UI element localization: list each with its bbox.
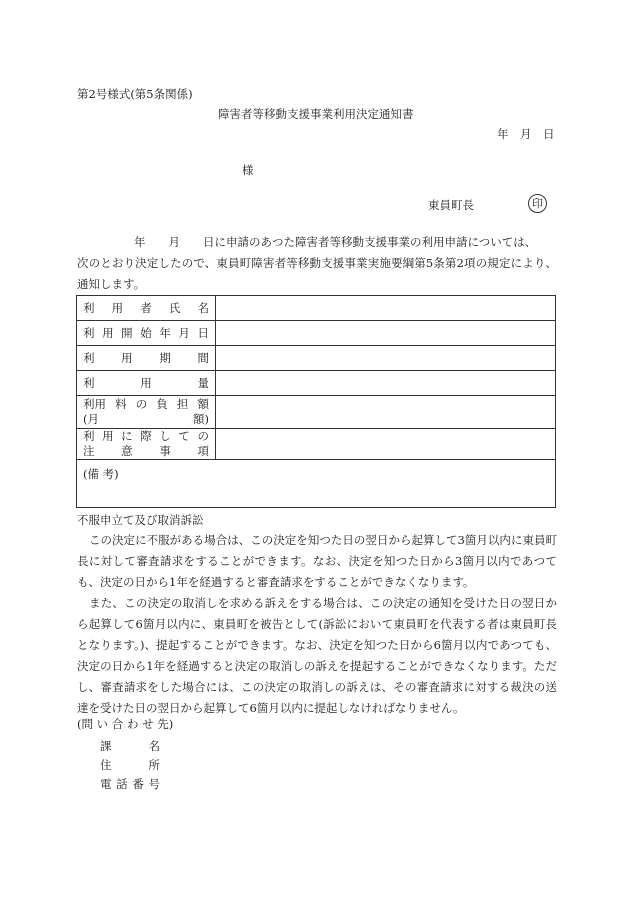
label-char: 氏 — [168, 301, 181, 315]
seal-mark: 印 — [528, 194, 547, 213]
value-fee[interactable] — [216, 396, 556, 429]
contact-section-label — [100, 738, 160, 754]
value-period[interactable] — [216, 346, 556, 371]
label-char: 負 — [156, 397, 168, 411]
label-char: 項 — [197, 444, 209, 458]
appeal-heading: 不服申立て及び取消訴訟 — [77, 513, 204, 527]
label-char: 名 — [148, 739, 160, 753]
label-char: 号 — [148, 777, 160, 791]
label-char: 電 — [100, 777, 112, 791]
label-char: 話 — [116, 777, 128, 791]
intro-paragraph — [77, 232, 557, 295]
label-char: し — [159, 429, 171, 443]
label-char: 間 — [197, 351, 209, 365]
label-char: の — [135, 397, 148, 411]
addressee-suffix: 様 — [242, 163, 254, 177]
document-title: 障害者等移動支援事業利用決定通知書 — [218, 107, 414, 121]
label-char: 利 — [83, 429, 95, 443]
label-start-date — [77, 321, 216, 346]
table-row — [77, 460, 556, 508]
label-char: 所 — [148, 758, 160, 772]
label-char: て — [178, 429, 190, 443]
label-char: 月 — [178, 326, 190, 340]
remarks-cell[interactable] — [77, 460, 556, 508]
label-char: 住 — [100, 758, 112, 772]
label-char: 用 — [140, 376, 152, 390]
label-char: 量 — [197, 376, 209, 390]
label-char: 者 — [140, 301, 152, 315]
label-fee — [77, 396, 216, 429]
label-char: 課 — [100, 739, 112, 753]
table-row — [77, 346, 556, 371]
label-user-name — [77, 296, 216, 321]
contact-address-label — [100, 757, 160, 773]
label-char: 用 — [102, 429, 114, 443]
label-char: 担 — [176, 397, 189, 411]
label-char: に — [121, 429, 133, 443]
intro-line-3: 通知します。 — [77, 277, 146, 291]
value-user-name[interactable] — [216, 296, 556, 321]
label-char: 利 — [83, 326, 95, 340]
value-amount[interactable] — [216, 371, 556, 396]
label-char: 利 — [83, 351, 95, 365]
label-char: 年 — [159, 326, 171, 340]
table-row — [77, 429, 556, 460]
label-char: 開 — [121, 326, 133, 340]
label-char: 料 — [115, 397, 127, 411]
label-notes — [77, 429, 216, 460]
label-char: (月 — [83, 412, 99, 426]
label-char: 用 — [121, 351, 133, 365]
label-char: 額) — [193, 412, 209, 426]
label-char: 利 — [83, 301, 95, 315]
contact-phone-label — [100, 776, 160, 792]
label-char: 用 — [111, 301, 124, 315]
label-char: 期 — [159, 351, 171, 365]
contact-heading: (問 い 合 わ せ 先) — [77, 717, 174, 731]
label-char: 名 — [197, 301, 209, 315]
label-char: 用 — [102, 326, 114, 340]
intro-line-1: 年 月 日に申請のあつた障害者等移動支援事業の利用申請については、 — [134, 235, 537, 249]
appeal-body — [77, 530, 557, 719]
label-char: の — [197, 429, 209, 443]
label-char: 際 — [140, 429, 152, 443]
appeal-paragraph-2: また、この決定の取消しを求める訴えをする場合は、この決定の通知を受けた日の翌日から起算して6箇月以内に、東員町を被告として(訴訟において東員町を代表する者は東員町長となります。)、提起することができます。なお、決定を知つた日から6箇月以内であつても、決定の日から1年を経過すると決定の取消しの訴えを提起することができなくなります。ただし、審査請求をした場合には、この決定の取消しの訴えは、その審査請求に対する裁決の送達を受けた日の翌日から起算して6箇月以内に提起しなければなりません。 — [77, 596, 557, 715]
remarks-label: (備 考) — [83, 467, 119, 481]
label-char: 番 — [132, 777, 144, 791]
table-row — [77, 371, 556, 396]
label-period — [77, 346, 216, 371]
label-char: 利 — [83, 376, 95, 390]
value-notes[interactable] — [216, 429, 556, 460]
form-number: 第2号様式(第5条関係) — [77, 87, 193, 101]
appeal-paragraph-1: この決定に不服がある場合は、この決定を知つた日の翌日から起算して3箇月以内に東員町長に対して審査請求をすることができます。なお、決定を知つた日から3箇月以内であつても、決定の日から1年を経過すると審査請求をすることができなくなります。 — [77, 533, 557, 589]
label-char: 注 — [83, 444, 95, 458]
label-amount — [77, 371, 216, 396]
value-start-date[interactable] — [216, 321, 556, 346]
issuer-name: 東員町長 — [428, 198, 474, 212]
intro-line-2: 次のとおり決定したので、東員町障害者等移動支援事業実施要綱第5条第2項の規定により、 — [77, 256, 557, 270]
date-header: 年 月 日 — [497, 127, 555, 141]
label-char: 意 — [121, 444, 133, 458]
table-row — [77, 396, 556, 429]
label-char: 日 — [197, 326, 209, 340]
table-row — [77, 296, 556, 321]
label-char: 額 — [197, 397, 209, 411]
label-char: 事 — [159, 444, 171, 458]
decision-table — [76, 295, 556, 508]
label-char: 利用 — [83, 397, 106, 411]
label-char: 始 — [140, 326, 152, 340]
table-row — [77, 321, 556, 346]
